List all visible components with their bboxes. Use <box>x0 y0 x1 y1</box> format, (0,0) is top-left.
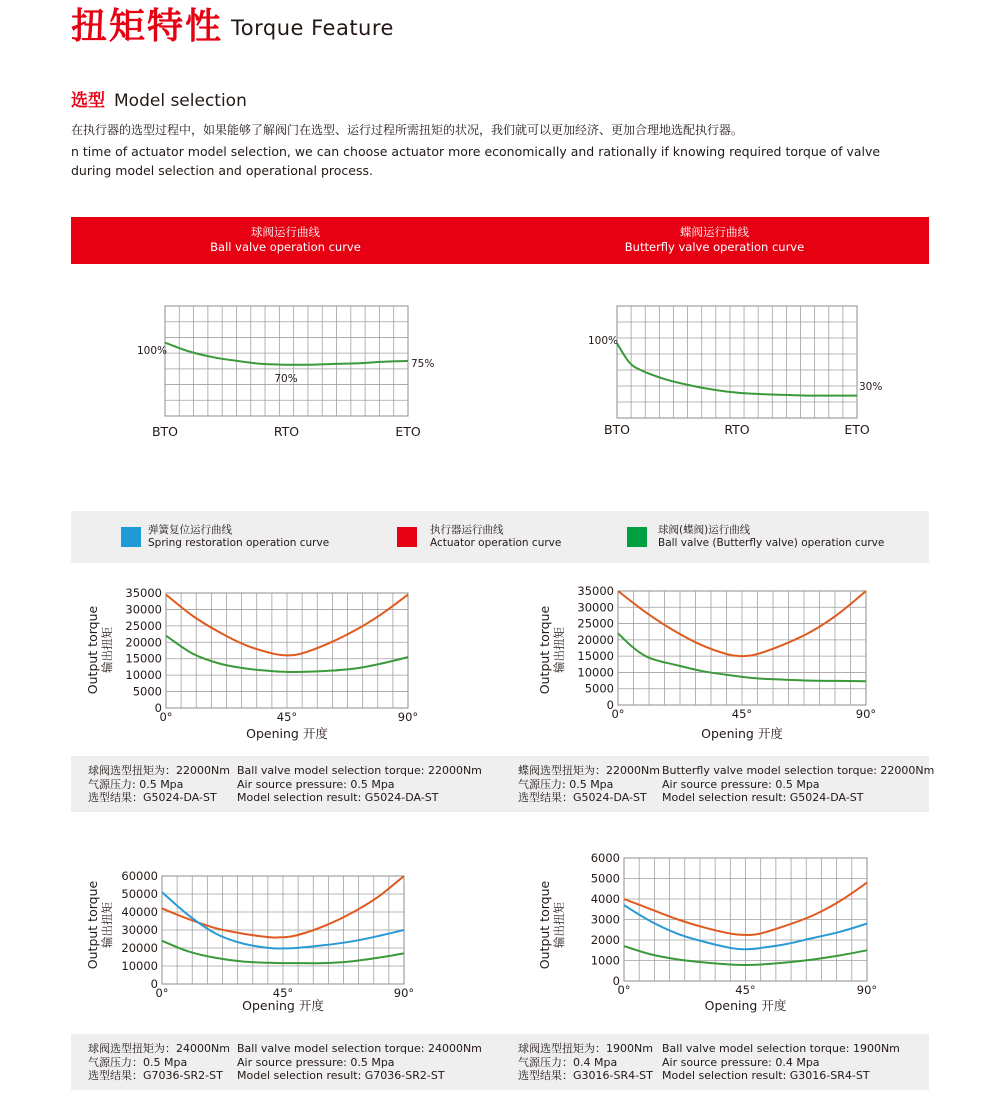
torque-chart-2-ytick-label: 25000 <box>577 616 614 631</box>
info-line: Ball valve model selection torque: 24000Nm <box>237 1042 482 1055</box>
info-line: Air source pressure: 0.4 Mpa <box>662 1055 820 1069</box>
torque-chart-1-ytick-label: 35000 <box>125 586 162 600</box>
torque-chart-1-xtick-label: 45° <box>276 710 298 724</box>
page-title-en: Torque Feature <box>231 16 394 40</box>
info-line: 球阀选型扭矩为：1900Nm <box>518 1042 653 1055</box>
torque-chart-3-ytick-label: 20000 <box>121 941 158 955</box>
torque-chart-4-xtick-label: 45° <box>735 983 756 997</box>
butterfly-valve-curve-xtick-label: ETO <box>844 422 870 437</box>
torque-chart-3-xtick-label: 45° <box>272 986 294 1000</box>
butterfly-valve-curve-grid-frame <box>617 306 857 418</box>
torque-chart-1-ylabel: Output torque <box>85 605 100 695</box>
ball-valve-curve-xtick-label: BTO <box>151 424 179 439</box>
info-line: 气源压力：0.5 Mpa <box>88 1055 188 1069</box>
torque-chart-4-ylabel-zh: 输出扭矩 <box>552 902 566 948</box>
info-line: 球阀选型扭矩为：22000Nm <box>88 764 230 777</box>
ball-valve-curve-xtick-label: ETO <box>395 424 421 439</box>
section-title-zh: 选型 <box>71 91 105 111</box>
torque-chart-2-ylabel: Output torque <box>537 605 552 695</box>
legend-label-zh: 执行器运行曲线 <box>430 524 504 536</box>
butterfly-valve-curve-annotation: 100% <box>588 335 619 347</box>
torque-chart-1-ytick-label: 25000 <box>125 618 162 633</box>
torque-chart-1-ytick-label: 15000 <box>125 651 162 666</box>
butterfly-valve-curve-annotation: 30% <box>859 381 883 393</box>
ball-valve-curve-annotation: 70% <box>274 373 298 385</box>
torque-chart-4-ytick-label: 1000 <box>590 953 620 968</box>
torque-chart-3-xtick-label: 90° <box>393 986 415 1000</box>
ball-valve-curve-xtick-label: RTO <box>273 424 300 439</box>
ball-valve-curve-grid-frame <box>165 306 408 416</box>
torque-chart-3-ytick-label: 30000 <box>121 923 158 937</box>
banner-right-en: Butterfly valve operation curve <box>624 240 805 254</box>
banner-left-zh: 球阀运行曲线 <box>251 225 320 239</box>
torque-chart-1-ytick-label: 5000 <box>132 684 162 699</box>
torque-chart-1-ytick-label: 0 <box>154 701 162 715</box>
info-line: 气源压力: 0.5 Mpa <box>518 777 614 791</box>
torque-chart-1-ytick-label: 10000 <box>125 668 162 683</box>
info-line: Air source pressure: 0.5 Mpa <box>662 777 820 791</box>
info-line: Butterfly valve model selection torque: 22000Nm <box>662 764 935 777</box>
legend-label-en: Ball valve (Butterfly valve) operation curve <box>658 537 885 549</box>
legend-label-en: Spring restoration operation curve <box>148 537 330 549</box>
torque-chart-2-ylabel-zh: 输出扭矩 <box>552 627 566 673</box>
torque-chart-1-ytick-label: 20000 <box>125 635 162 650</box>
torque-chart-3-ylabel: Output torque <box>85 880 100 970</box>
info-line: 气源压力: 0.5 Mpa <box>88 777 184 791</box>
torque-chart-2-xtick-label: 90° <box>855 707 877 721</box>
torque-chart-3-xtick-label: 0° <box>155 986 169 1000</box>
section-title-en: Model selection <box>114 91 247 111</box>
legend-label-en: Actuator operation curve <box>430 537 562 549</box>
intro-zh: 在执行器的选型过程中，如果能够了解阀门在选型、运行过程所需扭矩的状况，我们就可以更加经济、更加合理地选配执行器。 <box>71 123 744 137</box>
legend-label-zh: 弹簧复位运行曲线 <box>148 524 232 536</box>
torque-chart-4-ytick-label: 3000 <box>590 912 620 927</box>
torque-chart-3-ytick-label: 40000 <box>121 905 158 919</box>
info-line: 球阀选型扭矩为：24000Nm <box>88 1042 230 1055</box>
torque-chart-4-ytick-label: 6000 <box>590 851 620 865</box>
torque-chart-2-ytick-label: 30000 <box>577 600 614 615</box>
torque-chart-2-xtick-label: 45° <box>731 707 753 721</box>
torque-chart-1-ylabel-zh: 输出扭矩 <box>100 627 114 673</box>
torque-chart-2-ytick-label: 0 <box>606 698 614 712</box>
torque-chart-3-ytick-label: 0 <box>150 977 158 991</box>
torque-chart-4-ylabel: Output torque <box>537 880 552 970</box>
torque-chart-3-ytick-label: 60000 <box>121 869 158 883</box>
torque-chart-2-xlabel: Opening 开度 <box>701 726 783 741</box>
info-line: 选型结果：G5024-DA-ST <box>518 791 647 804</box>
butterfly-valve-curve-xtick-label: RTO <box>724 422 750 437</box>
info-line: Model selection result: G5024-DA-ST <box>237 791 439 804</box>
torque-chart-1-xtick-label: 90° <box>397 710 419 724</box>
info-line: 选型结果：G5024-DA-ST <box>88 791 217 804</box>
torque-chart-4-xlabel: Opening 开度 <box>704 998 787 1013</box>
info-line: 选型结果：G3016-SR4-ST <box>518 1069 653 1082</box>
torque-chart-1-xtick-label: 0° <box>159 710 173 724</box>
torque-chart-2-ytick-label: 20000 <box>577 632 614 647</box>
legend-label-zh: 球阀(蝶阀)运行曲线 <box>658 524 751 536</box>
info-line: 选型结果：G7036-SR2-ST <box>88 1069 223 1082</box>
intro-en: n time of actuator model selection, we can choose actuator more economically and rationally if knowing required torque of valve during model selection and operational process. <box>71 144 881 178</box>
ball-valve-curve-annotation: 75% <box>411 358 435 370</box>
torque-chart-2-ytick-label: 15000 <box>577 649 614 664</box>
torque-chart-4-xtick-label: 0° <box>617 983 631 997</box>
ball-valve-curve-series-line <box>165 343 408 365</box>
torque-chart-3-ylabel-zh: 输出扭矩 <box>100 902 114 948</box>
torque-chart-4-ytick-label: 5000 <box>590 871 620 886</box>
torque-chart-1-xlabel: Opening 开度 <box>246 726 328 741</box>
torque-chart-2-ytick-label: 10000 <box>577 665 614 680</box>
torque-chart-2-ytick-label: 35000 <box>577 584 614 598</box>
banner-left-en: Ball valve operation curve <box>210 240 361 254</box>
torque-chart-4-xtick-label: 90° <box>856 983 878 997</box>
torque-chart-3-ytick-label: 10000 <box>121 959 158 973</box>
torque-chart-3-xlabel: Opening 开度 <box>242 998 324 1013</box>
info-line: 气源压力：0.4 Mpa <box>518 1055 618 1069</box>
info-line: 蝶阀选型扭矩为：22000Nm <box>518 764 660 777</box>
torque-chart-2-ytick-label: 5000 <box>584 681 614 696</box>
torque-chart-4-ytick-label: 2000 <box>590 933 620 947</box>
torque-chart-4-ytick-label: 4000 <box>590 892 620 906</box>
torque-chart-4-ytick-label: 0 <box>612 974 620 988</box>
butterfly-valve-curve-series-line <box>617 343 857 395</box>
info-line: Model selection result: G7036-SR2-ST <box>237 1069 445 1082</box>
info-line: Ball valve model selection torque: 22000Nm <box>237 764 482 777</box>
info-line: Model selection result: G3016-SR4-ST <box>662 1069 870 1082</box>
info-line: Ball valve model selection torque: 1900Nm <box>662 1042 900 1055</box>
torque-chart-3-ytick-label: 50000 <box>121 887 158 901</box>
info-line: Air source pressure: 0.5 Mpa <box>237 777 395 791</box>
torque-chart-1-ytick-label: 30000 <box>125 602 162 617</box>
butterfly-valve-curve-xtick-label: BTO <box>603 422 631 437</box>
ball-valve-curve-annotation: 100% <box>137 345 168 357</box>
info-line: Air source pressure: 0.5 Mpa <box>237 1055 395 1069</box>
page-title-zh: 扭矩特性 <box>71 6 224 47</box>
torque-chart-2-xtick-label: 0° <box>611 707 625 721</box>
banner-right-zh: 蝶阀运行曲线 <box>680 225 749 239</box>
info-line: Model selection result: G5024-DA-ST <box>662 791 864 804</box>
